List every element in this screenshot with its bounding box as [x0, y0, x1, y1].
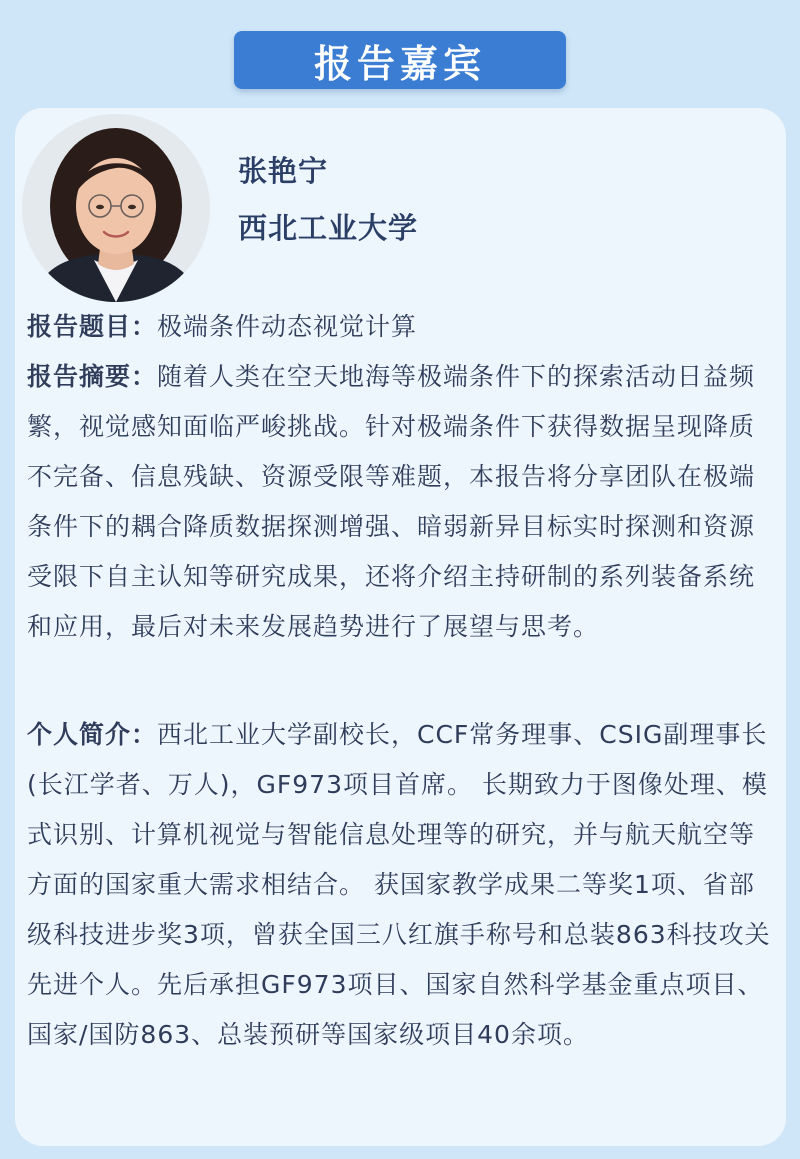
- topic-label: 报告题目：: [27, 312, 158, 341]
- report-abstract: [27, 352, 779, 652]
- report-topic: [27, 302, 779, 352]
- topic-text: 极端条件动态视觉计算: [157, 312, 418, 341]
- bio-label: 个人简介：: [27, 720, 158, 749]
- banner-title: 报告嘉宾: [313, 41, 486, 86]
- speaker-affiliation: 西北工业大学: [238, 211, 419, 245]
- abstract-label: 报告摘要：: [27, 362, 158, 391]
- speaker-bio: [27, 710, 779, 1060]
- abstract-text: 随着人类在空天地海等极端条件下的探索活动日益频繁，视觉感知面临严峻挑战。针对极端条件下获得数据呈现降质不完备、信息残缺、资源受限等难题，本报告将分享团队在极端条件下的耦合降质数据探测增强、暗弱新异目标实时探测和资源受限下自主认知等研究成果，还将介绍主持研制的系列装备系统和应用，最后对未来发展趋势进行了展望与思考。: [27, 362, 756, 641]
- speaker-name: 张艳宁: [238, 154, 329, 188]
- speaker-photo: [22, 114, 210, 302]
- bio-text: 西北工业大学副校长，CCF常务理事、CSIG副理事长(长江学者、万人)，GF973项目首席。 长期致力于图像处理、模式识别、计算机视觉与智能信息处理等的研究，并与航天航空等方面的国家重大需求相结合。 获国家教学成果二等奖1项、省部级科技进步奖3项，曾获全国三八红旗手称号和总装863科技攻关先进个人。先后承担GF973项目、国家自然科学基金重点项目、国家/国防863、总装预研等国家级项目40余项。: [27, 720, 771, 1049]
- section-banner: [234, 31, 566, 89]
